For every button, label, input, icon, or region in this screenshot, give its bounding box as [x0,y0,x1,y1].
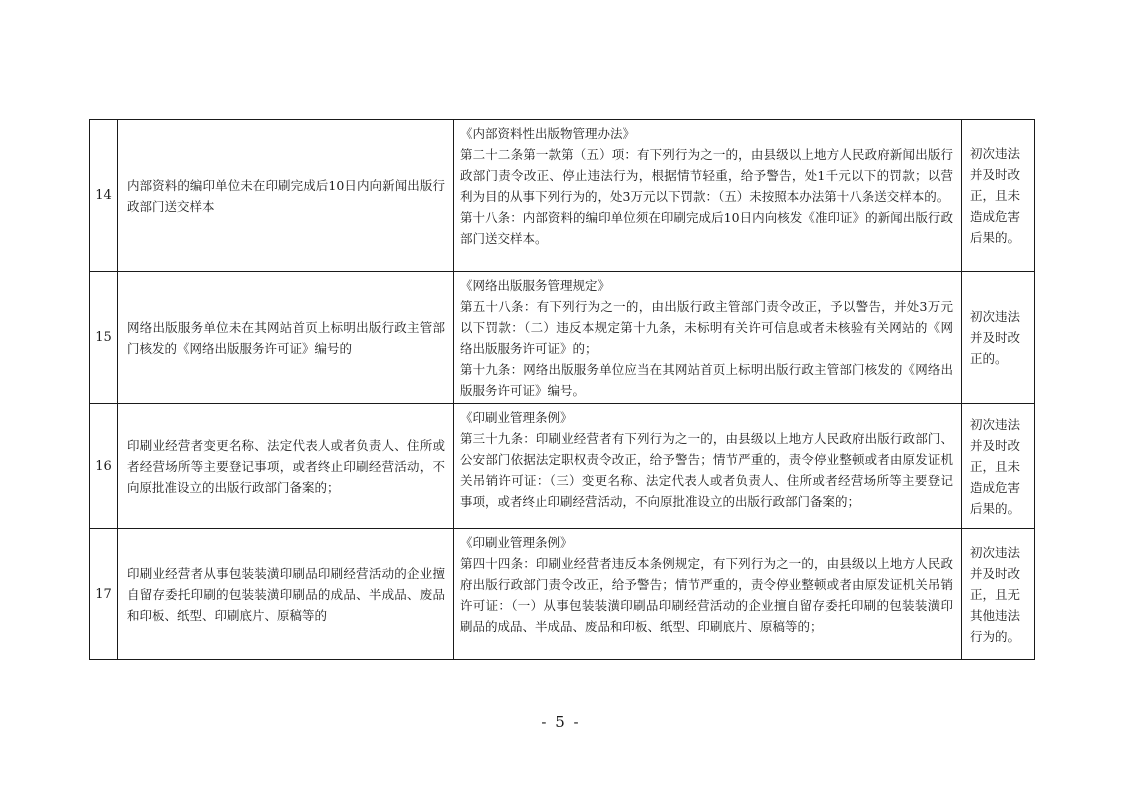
exemption-condition: 初次违法并及时改正，且未造成危害后果的。 [962,120,1035,272]
penalty-clause: 第二十二条第一款第（五）项：有下列行为之一的，由县级以上地方人民政府新闻出版行政部门责令改正、停止违法行为，根据情节轻重，给予警告，处1千元以下的罚款；以营利为目的从事下列行为的，处3万元以下罚款：（五）未按照本办法第十八条送交样本的。 [460,147,953,204]
law-title: 《内部资料性出版物管理办法》 [460,126,636,141]
table-row [90,120,1035,272]
duty-clause: 第十九条：网络出版服务单位应当在其网站首页上标明出版行政主管部门核发的《网络出版服务许可证》编号。 [460,362,953,398]
violation-description: 内部资料的编印单位未在印刷完成后10日内向新闻出版行政部门送交样本 [118,120,454,272]
exemption-condition: 初次违法并及时改正，且未造成危害后果的。 [962,404,1035,529]
legal-basis [454,272,962,404]
law-title: 《网络出版服务管理规定》 [460,278,611,293]
exemption-condition: 初次违法并及时改正，且无其他违法行为的。 [962,529,1035,660]
violation-description: 印刷业经营者变更名称、法定代表人或者负责人、住所或者经营场所等主要登记事项，或者终止印刷经营活动，不向原批准设立的出版行政部门备案的； [118,404,454,529]
penalty-clause: 第五十八条：有下列行为之一的，由出版行政主管部门责令改正，予以警告，并处3万元以下罚款：（二）违反本规定第十九条，未标明有关许可信息或者未核验有关网站的《网络出版服务许可证》的； [460,299,953,356]
discretion-table [89,119,1035,660]
penalty-clause: 第四十四条：印刷业经营者违反本条例规定，有下列行为之一的，由县级以上地方人民政府出版行政部门责令改正，给予警告；情节严重的，责令停业整顿或者由原发证机关吊销许可证：（一）从事包装装潢印刷品印刷经营活动的企业擅自留存委托印刷的包装装潢印刷品的成品、半成品、废品和印板、纸型、印刷底片、原稿等的； [460,556,953,634]
exemption-condition: 初次违法并及时改正的。 [962,272,1035,404]
row-number: 16 [90,404,118,529]
page-number: - 5 - [541,713,581,731]
penalty-clause: 第三十九条：印刷业经营者有下列行为之一的，由县级以上地方人民政府出版行政部门、公安部门依据法定职权责令改正，给予警告；情节严重的，责令停业整顿或者由原发证机关吊销许可证：（三）变更名称、法定代表人或者负责人、住所或者经营场所等主要登记事项，或者终止印刷经营活动，不向原批准设立的出版行政部门备案的； [460,431,953,509]
violation-description: 印刷业经营者从事包装装潢印刷品印刷经营活动的企业擅自留存委托印刷的包装装潢印刷品的成品、半成品、废品和印板、纸型、印刷底片、原稿等的 [118,529,454,660]
table-row [90,529,1035,660]
table-row [90,272,1035,404]
table-row [90,404,1035,529]
legal-basis [454,529,962,660]
legal-basis [454,120,962,272]
violation-description: 网络出版服务单位未在其网站首页上标明出版行政主管部门核发的《网络出版服务许可证》编号的 [118,272,454,404]
law-title: 《印刷业管理条例》 [460,410,573,425]
row-number: 14 [90,120,118,272]
row-number: 17 [90,529,118,660]
duty-clause: 第十八条：内部资料的编印单位须在印刷完成后10日内向核发《准印证》的新闻出版行政部门送交样本。 [460,210,953,246]
row-number: 15 [90,272,118,404]
legal-basis [454,404,962,529]
law-title: 《印刷业管理条例》 [460,535,573,550]
